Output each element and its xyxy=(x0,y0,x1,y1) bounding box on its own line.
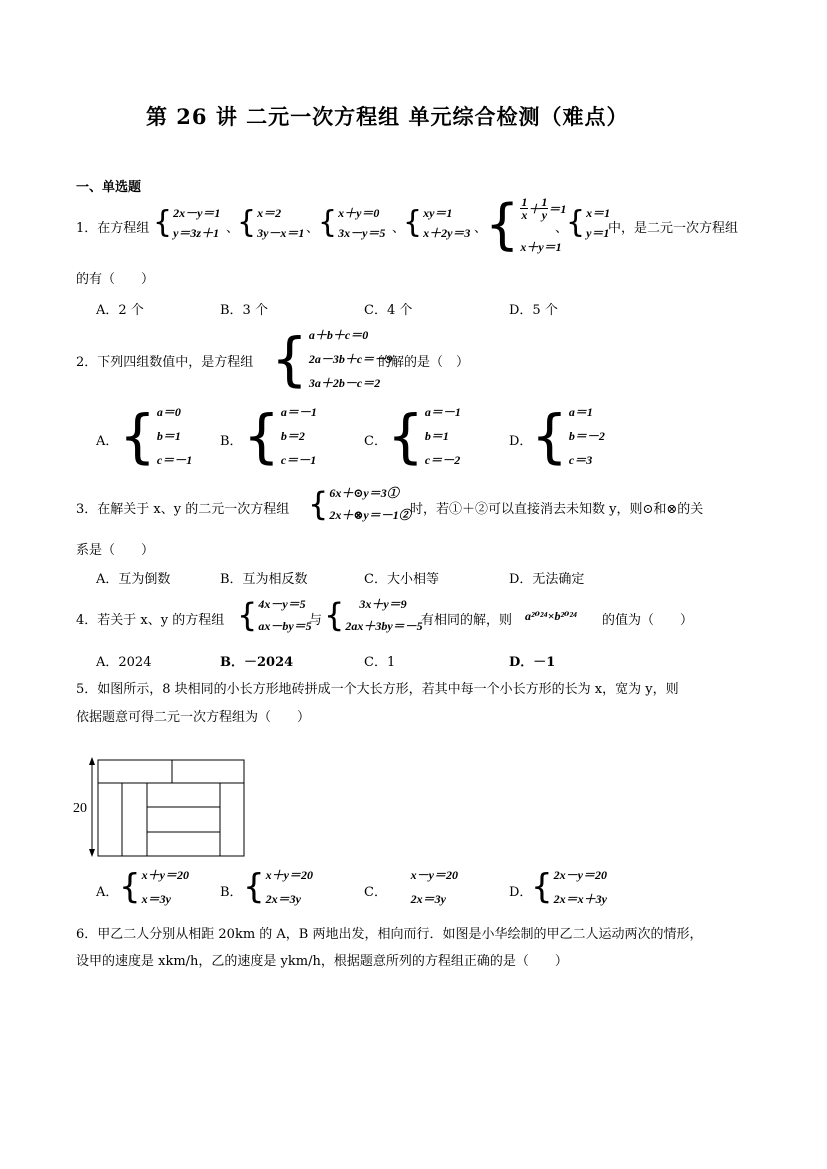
q2-option-b[interactable]: { a＝－1 b＝2 c＝－1 xyxy=(243,402,317,470)
q2-option-d[interactable]: { a＝1 b＝－2 c＝3 xyxy=(531,402,605,470)
q1-line2: 的有（ ） xyxy=(76,272,155,287)
q5-option-c-label[interactable]: C． xyxy=(364,885,387,900)
q1-option-b[interactable]: B．3 个 xyxy=(220,303,268,318)
q3-option-a[interactable]: A．互为倒数 xyxy=(96,572,171,587)
q2-option-a[interactable]: { a＝0 b＝1 c＝－1 xyxy=(119,402,193,470)
q2-option-c[interactable]: { a＝－1 b＝1 c＝－2 xyxy=(387,402,461,470)
q1-system-5: { $\frac{1}{x}$ ＋ $\frac{1}{y}$ ＝1 x＋y＝1 xyxy=(485,193,567,256)
q5-option-c[interactable]: x－y＝20 2x＝3y xyxy=(410,868,458,906)
q1-system-4: { xy＝1 x＋2y＝3 xyxy=(403,205,471,240)
q3-suffix: 时，若①＋②可以直接消去未知数 y，则⊙和⊗的关 xyxy=(410,502,704,517)
q1-system-1: { 2x－y＝1 y＝3z＋1 xyxy=(153,205,221,240)
q4-option-d[interactable]: D．－1 xyxy=(509,655,556,670)
q5-option-a-label[interactable]: A． xyxy=(96,885,119,900)
q5-option-d[interactable]: { 2x－y＝20 2x＝x＋3y xyxy=(531,867,607,907)
q1-system-2: { x＝2 3y－x＝1 xyxy=(237,205,305,240)
q1-system-3: { x＋y＝0 3x－y＝5 xyxy=(318,205,386,240)
q5-option-a[interactable]: { x＋y＝20 x＝3y xyxy=(119,867,189,907)
q1-prefix: 1．在方程组 xyxy=(76,221,150,236)
q4-expression: a²⁰²⁴×b²⁰²⁴ xyxy=(525,609,578,623)
q4-option-a[interactable]: A．2024 xyxy=(96,655,152,670)
q3-option-c[interactable]: C．大小相等 xyxy=(364,572,439,587)
q5-line1: 5．如图所示，8 块相同的小长方形地砖拼成一个大长方形，若其中每一个小长方形的长为 x，宽为 y，则 xyxy=(76,682,679,697)
q4-system-1: { 4x－y＝5 ax－by＝5 xyxy=(237,596,312,634)
q2-prefix: 2．下列四组数值中，是方程组 xyxy=(76,355,254,370)
q1-option-c[interactable]: C．4 个 xyxy=(364,303,413,318)
q1-system-6: { x＝1 y＝1 xyxy=(566,205,611,240)
q6-line1: 6．甲乙二人分别从相距 20km 的 A，B 两地出发，相向而行．如图是小华绘制的甲乙二人运动两次的情形， xyxy=(76,927,703,942)
section-heading: 一、单选题 xyxy=(76,180,142,195)
q1-option-d[interactable]: D．5 个 xyxy=(509,303,558,318)
q5-tile-figure xyxy=(70,755,250,861)
q2-option-c-label[interactable]: C． xyxy=(364,434,387,449)
q5-option-b-label[interactable]: B． xyxy=(220,885,243,900)
q6-line2: 设甲的速度是 xkm/h，乙的速度是 ykm/h，根据题意所列的方程组正确的是（ ） xyxy=(76,954,568,969)
q3-system: { 6x＋⊙y＝3① 2x＋⊗y＝－1② xyxy=(308,485,411,523)
page-title: 第 26 讲 二元一次方程组 单元综合检测（难点） xyxy=(146,104,629,129)
q5-figure-label: 20 xyxy=(73,801,87,816)
q2-suffix: 的解的是（ ） xyxy=(378,355,470,370)
q4-option-b[interactable]: B．－2024 xyxy=(220,655,294,670)
q5-option-d-label[interactable]: D． xyxy=(509,885,533,900)
q3-option-b[interactable]: B．互为相反数 xyxy=(220,572,308,587)
q3-option-d[interactable]: D．无法确定 xyxy=(509,572,585,587)
q4-option-c[interactable]: C．1 xyxy=(364,655,396,670)
q4-system-2: { 3x＋y＝9 2ax＋3by＝－5 xyxy=(324,596,423,634)
q2-option-b-label[interactable]: B． xyxy=(220,434,243,449)
q3-line2: 系是（ ） xyxy=(76,543,155,558)
q1-suffix: 中，是二元一次方程组 xyxy=(608,221,739,236)
q5-line2: 依据题意可得二元一次方程组为（ ） xyxy=(76,710,311,725)
q2-system: { a＋b＋c＝0 2a－3b＋c＝－9 3a＋2b－c＝2 xyxy=(271,325,393,393)
q2-option-d-label[interactable]: D． xyxy=(509,434,533,449)
q2-option-a-label[interactable]: A． xyxy=(96,434,119,449)
q5-option-b[interactable]: { x＋y＝20 2x＝3y xyxy=(243,867,313,907)
q4-prefix: 4．若关于 x、y 的方程组 xyxy=(76,613,225,628)
q3-prefix: 3．在解关于 x、y 的二元一次方程组 xyxy=(76,502,290,517)
q1-option-a[interactable]: A．2 个 xyxy=(96,303,144,318)
